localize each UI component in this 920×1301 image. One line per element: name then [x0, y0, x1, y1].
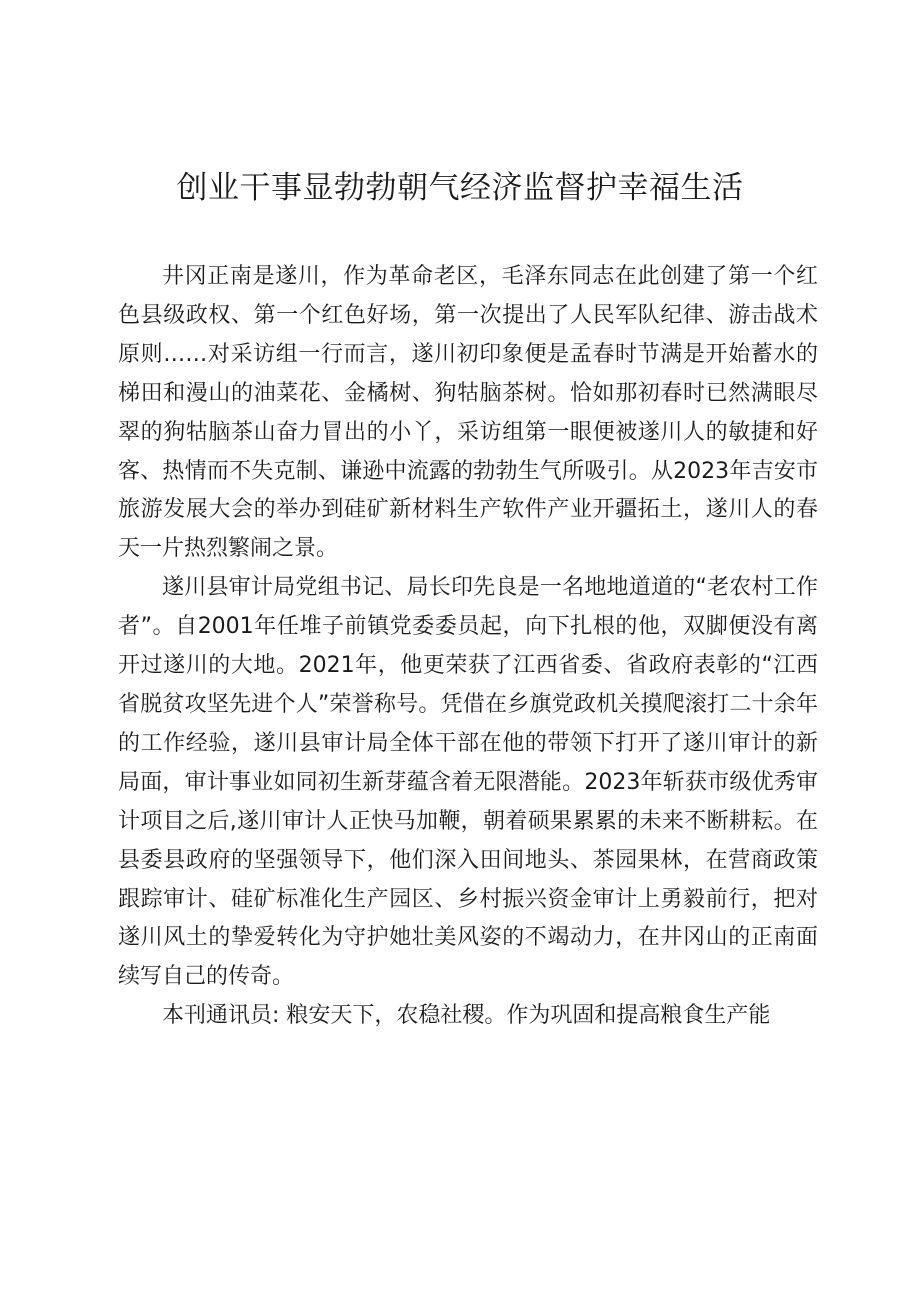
article-body	[118, 258, 818, 1036]
article-title: 创业干事显勃勃朝气经济监督护幸福生活	[176, 170, 744, 206]
paragraph-2: 遂川县审计局党组书记、局长印先良是一名地地道道的“老农村工作者”。自2001年任堆子前镇党委委员起，向下扎根的他，双脚便没有离开过遂川的大地。2021年，他更荣获了江西省委、省政府表彰的“江西省脱贫攻坚先进个人”荣誉称号。凭借在乡旗党政机关摸爬滚打二十余年的工作经验，遂川县审计局全体干部在他的带领下打开了遂川审计的新局面，审计事业如同初生新芽蕴含着无限潜能。2023年斩获市级优秀审计项目之后,遂川审计人正快马加鞭，朝着硕果累累的未来不断耕耘。在县委县政府的坚强领导下，他们深入田间地头、茶园果林，在营商政策跟踪审计、硅矿标准化生产园区、乡村振兴资金审计上勇毅前行，把对遂川风土的挚爱转化为守护她壮美风姿的不竭动力，在井冈山的正南面续写自己的传奇。	[118, 575, 818, 990]
paragraph-1: 井冈正南是遂川，作为革命老区，毛泽东同志在此创建了第一个红色县级政权、第一个红色好场，第一次提出了人民军队纪律、游击战术原则……对采访组一行而言，遂川初印象便是孟春时节满是开始蓄水的梯田和漫山的油菜花、金橘树、狗牯脑茶树。恰如那初春时已然满眼尽翠的狗牯脑茶山奋力冒出的小丫，采访组第一眼便被遂川人的敏捷和好客、热情而不失克制、谦逊中流露的勃勃生气所吸引。从2023年吉安市旅游发展大会的举办到硅矿新材料生产软件产业开疆拓土，遂川人的春天一片热烈繁闹之景。	[118, 264, 818, 562]
paragraph-3: 本刊通讯员: 粮安天下，农稳社稷。作为巩固和提高粮食生产能	[162, 1003, 771, 1029]
